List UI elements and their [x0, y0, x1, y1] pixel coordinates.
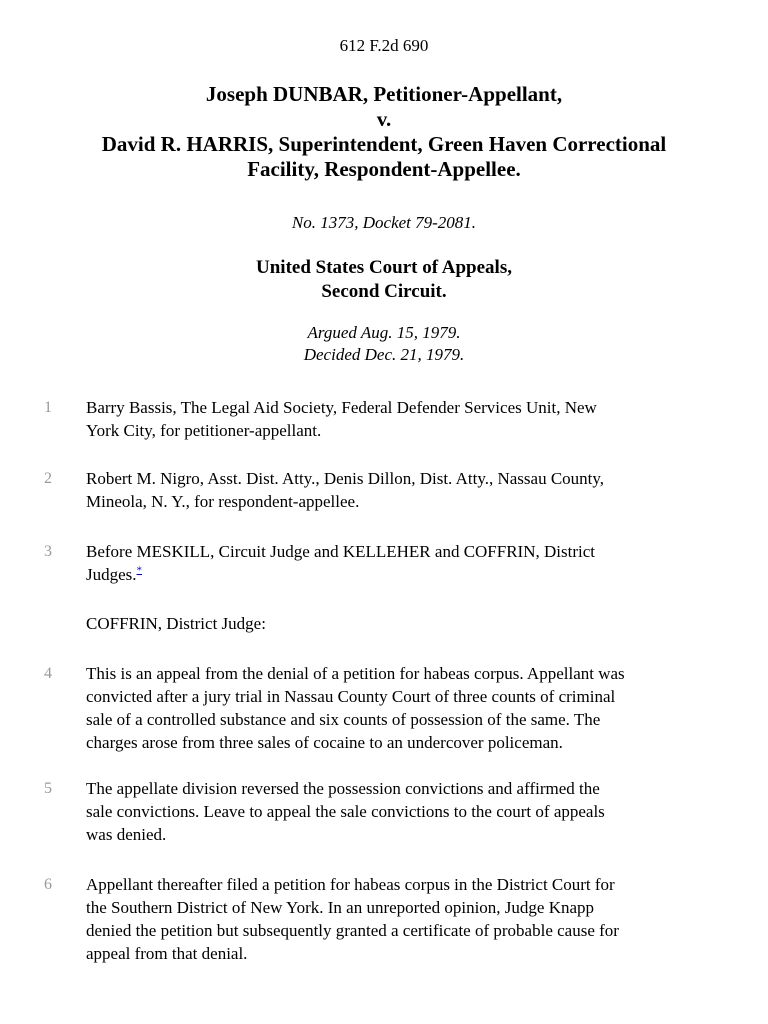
- paragraph-line: denied the petition but subsequently granted a certificate of probable cause for: [86, 921, 619, 940]
- decided-date: Decided Dec. 21, 1979.: [303, 345, 465, 364]
- argued-date: Argued Aug. 15, 1979.: [307, 323, 461, 342]
- petitioner-line: Joseph DUNBAR, Petitioner-Appellant,: [205, 82, 563, 106]
- case-caption: [0, 82, 768, 182]
- paragraph-number: 2: [44, 470, 52, 487]
- court-name-line1: United States Court of Appeals,: [256, 257, 512, 278]
- paragraph-line: Appellant thereafter filed a petition for habeas corpus in the District Court for: [86, 875, 615, 894]
- paragraph-line: Before MESKILL, Circuit Judge and KELLEHER and COFFRIN, District: [86, 542, 595, 561]
- paragraph-line: the Southern District of New York. In an unreported opinion, Judge Knapp: [86, 898, 595, 917]
- paragraph-text: [86, 396, 726, 442]
- paragraph-line: Judges.: [86, 565, 137, 584]
- respondent-line: David R. HARRIS, Superintendent, Green Haven Correctional: [101, 132, 667, 156]
- paragraph-line: Robert M. Nigro, Asst. Dist. Atty., Denis Dillon, Dist. Atty., Nassau County,: [86, 469, 605, 488]
- versus-line: v.: [376, 107, 392, 131]
- author-line: COFFRIN, District Judge:: [86, 614, 266, 633]
- paragraph-text: [86, 777, 726, 846]
- paragraph-text: [86, 467, 726, 513]
- paragraph-text: [86, 873, 726, 965]
- paragraph-number: 1: [44, 399, 52, 416]
- paragraph-line: Mineola, N. Y., for respondent-appellee.: [86, 492, 360, 511]
- case-dates: [0, 322, 768, 366]
- paragraph-text: [86, 662, 726, 754]
- paragraph-line: was denied.: [86, 825, 167, 844]
- paragraph-number: 5: [44, 780, 52, 797]
- paragraph-line: charges arose from three sales of cocaine to an undercover policeman.: [86, 733, 563, 752]
- paragraph-text: [86, 612, 726, 635]
- docket-number: No. 1373, Docket 79-2081.: [291, 213, 477, 232]
- court-name: [0, 256, 768, 304]
- paragraph-line-with-footnote: [86, 563, 726, 586]
- respondent-line-continued: Facility, Respondent-Appellee.: [247, 157, 521, 181]
- paragraph-number: 4: [44, 665, 52, 682]
- paragraph-line: sale of a controlled substance and six counts of possession of the same. The: [86, 710, 601, 729]
- paragraph-number: 6: [44, 876, 52, 893]
- paragraph-line: sale convictions. Leave to appeal the sale convictions to the court of appeals: [86, 802, 605, 821]
- paragraph-line: This is an appeal from the denial of a petition for habeas corpus. Appellant was: [86, 664, 625, 683]
- footnote-link[interactable]: *: [136, 564, 143, 577]
- paragraph-line: appeal from that denial.: [86, 944, 248, 963]
- paragraph-line: The appellate division reversed the possession convictions and affirmed the: [86, 779, 600, 798]
- court-name-line2: Second Circuit.: [321, 281, 447, 302]
- case-citation: 612 F.2d 690: [339, 36, 429, 55]
- paragraph-line: York City, for petitioner-appellant.: [86, 421, 322, 440]
- paragraph-line: Barry Bassis, The Legal Aid Society, Federal Defender Services Unit, New: [86, 398, 597, 417]
- paragraph-line: convicted after a jury trial in Nassau County Court of three counts of criminal: [86, 687, 616, 706]
- paragraph-number: 3: [44, 543, 52, 560]
- paragraph-text: [86, 540, 726, 586]
